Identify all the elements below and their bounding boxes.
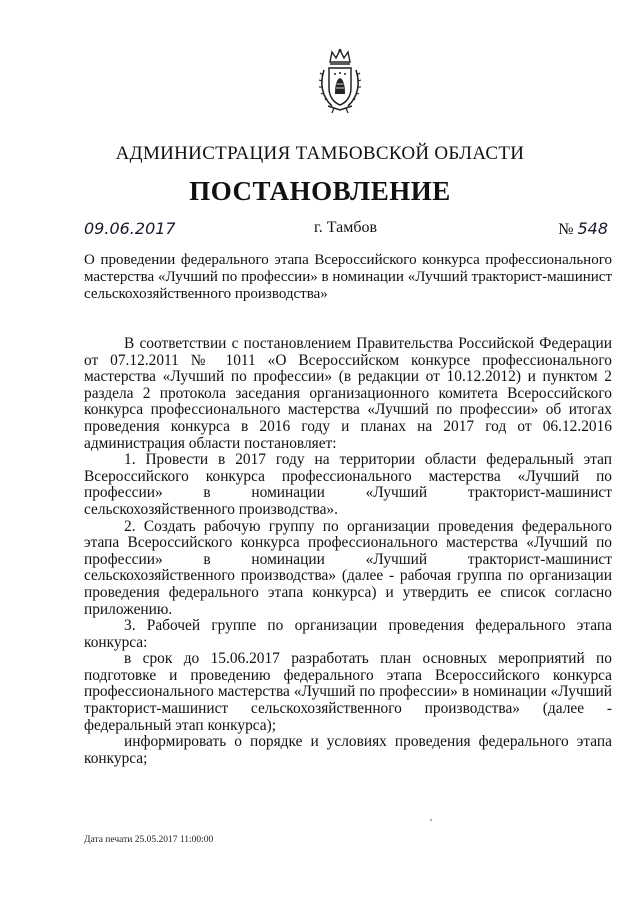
organization-name: АДМИНИСТРАЦИЯ ТАМБОВСКОЙ ОБЛАСТИ — [115, 143, 525, 164]
tambov-coat-of-arms-icon — [318, 48, 362, 114]
number-value: 548 — [577, 219, 608, 238]
number-label: № — [558, 221, 574, 238]
document-number — [558, 219, 608, 239]
print-date: Дата печати 25.05.2017 11:00:00 — [84, 835, 214, 845]
document-body — [84, 336, 612, 767]
body-paragraph: в срок до 15.06.2017 разработать план основных мероприятий по подготовке и проведению федерального этапа Всероссийского конкурса профессионального мастерства «Лучший по профессии» в номинации «Лучший тракторист-машинист сельскохозяйственного производства» (далее - федеральный этап конкурса); — [84, 650, 612, 734]
document-date: 09.06.2017 — [84, 219, 176, 238]
document-subject: О проведении федерального этапа Всероссийского конкурса профессионального мастерства «Лучший по профессии» в номинации «Лучший тракторист-машинист сельскохозяйственного производства» — [84, 252, 612, 302]
body-paragraph: информировать о порядке и условиях проведения федерального этапа конкурса; — [84, 733, 612, 767]
document-city: г. Тамбов — [314, 219, 378, 236]
body-paragraph: В соответствии с постановлением Правительства Российской Федерации от 07.12.2011 № 1011 «О Всероссийском конкурсе профессионального мастерства «Лучший по профессии» (в редакции от 10.12.2012) и пунктом 2 раздела 2 протокола заседания организационного комитета Всероссийского конкурса профессионального мастерства «Лучший по профессии» об итогах проведения конкурса в 2016 году и планах на 2017 год от 06.12.2016 администрация области постановляет: — [84, 335, 612, 452]
body-paragraph: 2. Создать рабочую группу по организации проведения федерального этапа Всероссийского конкурса профессионального мастерства «Лучший по профессии» в номинации «Лучший тракторист-машинист сельскохозяйственного производства» (далее - рабочая группа по организации проведения федерального этапа конкурса) и утвердить ее список согласно приложению. — [84, 517, 612, 618]
scan-speck — [430, 819, 432, 821]
body-paragraph: 3. Рабочей группе по организации проведения федерального этапа конкурса: — [84, 617, 612, 651]
body-paragraph: 1. Провести в 2017 году на территории области федеральный этап Всероссийского конкурса профессионального мастерства «Лучший по профессии» в номинации «Лучший тракторист-машинист сельскохозяйственного производства». — [84, 451, 612, 518]
document-title: ПОСТАНОВЛЕНИЕ — [189, 176, 451, 206]
document-meta-row — [84, 219, 610, 243]
